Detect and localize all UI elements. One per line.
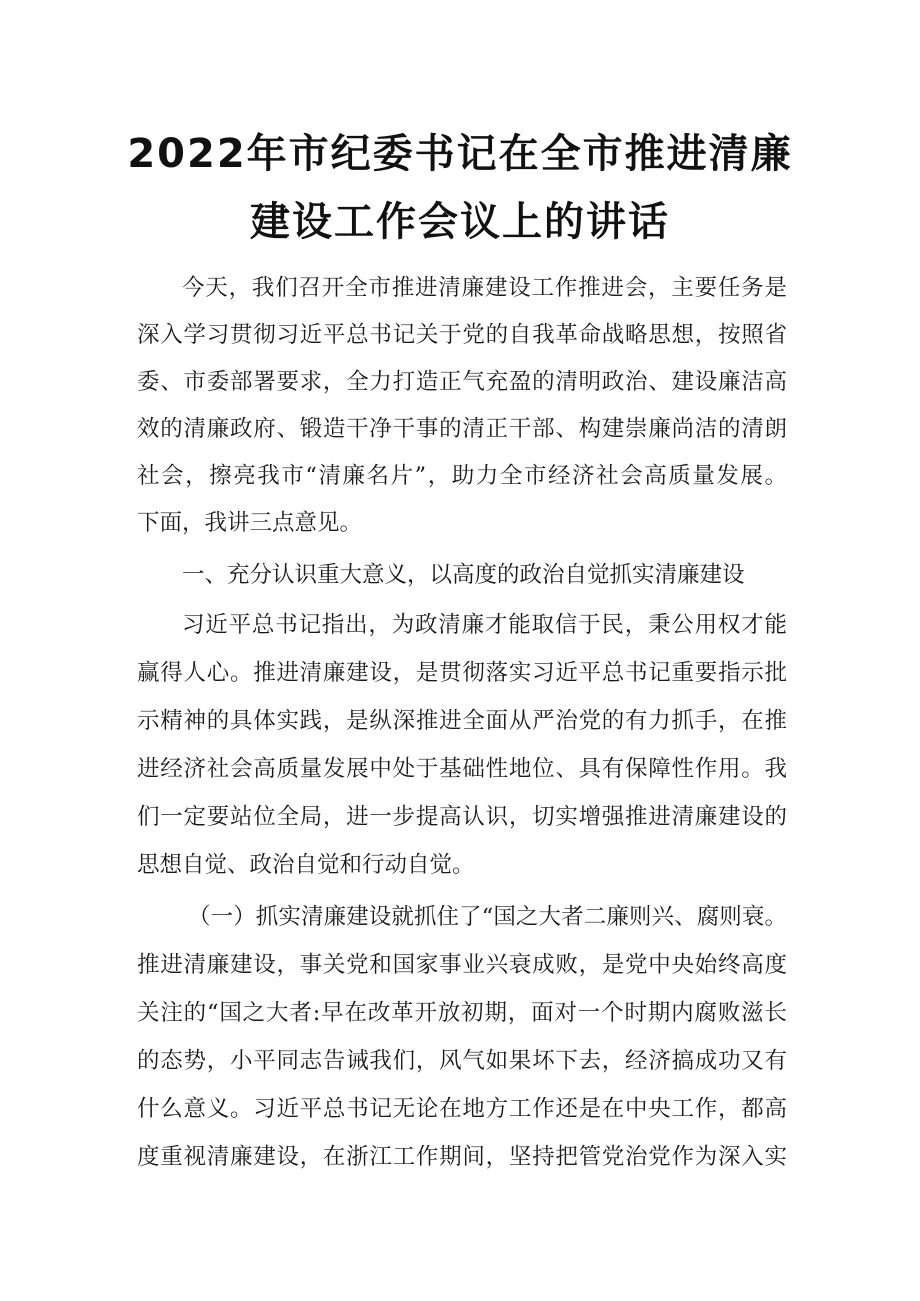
paragraph-line: 社会，擦亮我市“清廉名片”，助力全市经济社会高质量发展。: [137, 463, 787, 489]
paragraph-line: 们一定要站位全局，进一步提高认识，切实增强推进清廉建设的: [137, 804, 787, 830]
paragraph-line: 关注的“国之大者:早在改革开放初期，面对一个时期内腐败滋长: [137, 1000, 787, 1026]
section-heading: 一、充分认识重大意义，以高度的政治自觉抓实清廉建设: [182, 562, 745, 588]
paragraph-line: 进经济社会高质量发展中处于基础性地位、具有保障性作用。我: [137, 756, 787, 782]
paragraph-line: 推进清廉建设，事关党和国家事业兴衰成败，是党中央始终高度: [137, 952, 787, 978]
paragraph-line: 的态势，小平同志告诫我们，风气如果坏下去，经济搞成功又有: [137, 1048, 787, 1074]
paragraph-line: 度重视清廉建设，在浙江工作期间，坚持把管党治党作为深入实: [137, 1144, 787, 1170]
paragraph-line: 赢得人心。推进清廉建设，是贯彻落实习近平总书记重要指示批: [137, 660, 787, 686]
subsection-heading: （一）抓实清廉建设就抓住了“国之大者二廉则兴、腐则衰。: [188, 904, 787, 930]
paragraph-line: 效的清廉政府、锻造干净干事的清正干部、构建崇廉尚洁的清朗: [137, 416, 787, 442]
document-title-line-1: 2022年市纪委书记在全市推进清廉: [127, 131, 793, 177]
paragraph-line: 习近平总书记指出，为政清廉才能取信于民，秉公用权才能: [182, 612, 787, 638]
paragraph-line: 什么意义。习近平总书记无论在地方工作还是在中央工作，都高: [137, 1096, 787, 1122]
paragraph-line: 今天，我们召开全市推进清廉建设工作推进会，主要任务是: [182, 275, 787, 301]
paragraph-line: 委、市委部署要求，全力打造正气充盈的清明政治、建设廉洁高: [137, 369, 787, 395]
document-title-line-2: 建设工作会议上的讲话: [250, 199, 670, 245]
paragraph-line: 示精神的具体实践，是纵深推进全面从严治党的有力抓手，在推: [137, 708, 787, 734]
paragraph-line: 下面，我讲三点意见。: [137, 510, 363, 536]
paragraph-line: 思想自觉、政治自觉和行动自觉。: [137, 852, 475, 878]
paragraph-line: 深入学习贯彻习近平总书记关于党的自我革命战略思想，按照省: [137, 322, 787, 348]
